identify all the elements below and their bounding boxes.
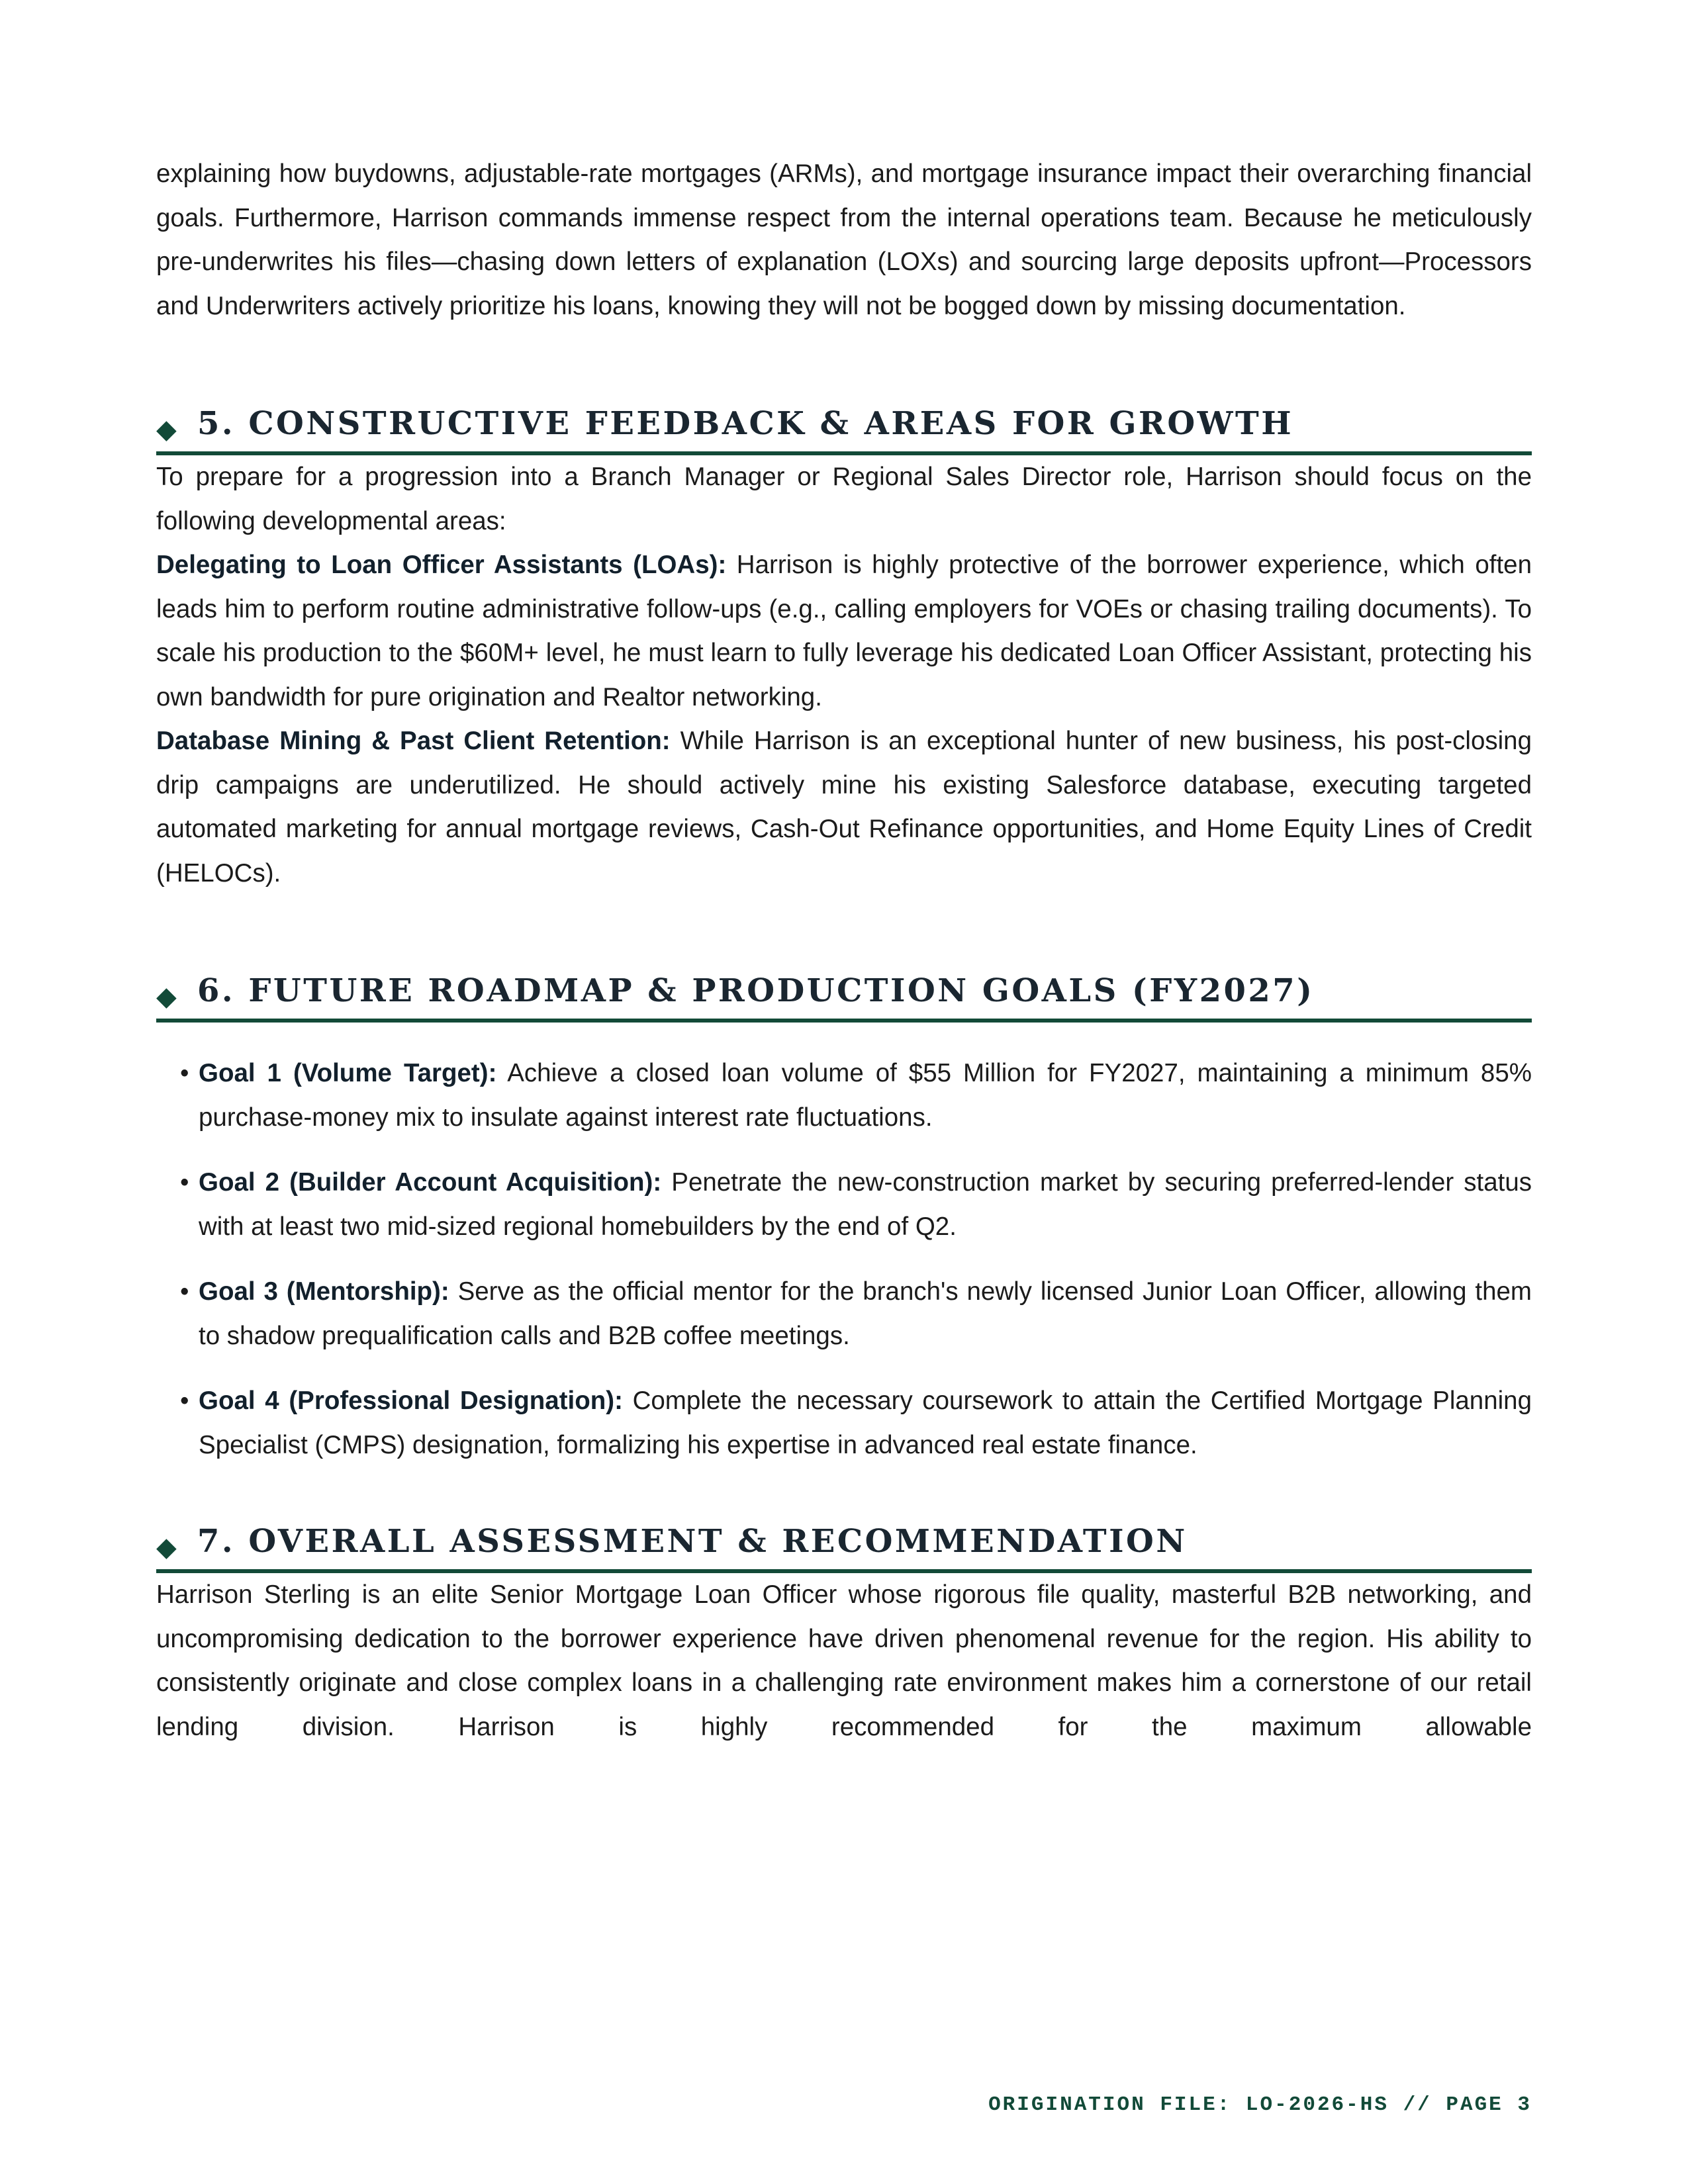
section-5-intro: To prepare for a progression into a Branch Manager or Regional Sales Director role, Harrison should focus on the following developmental areas: [156, 463, 1532, 535]
feedback-item-lead: Delegating to Loan Officer Assistants (LOAs): [156, 551, 727, 579]
feedback-item-text: While Harrison is an exceptional hunter of new business, his post-closing drip campaigns are underutilized. He should actively mine his existing Salesforce database, executing targeted automated marketing for annual mortgage reviews, Cash-Out Refinance opportunities, and Home Equity Lines of Credit (HELOCs). [156, 727, 1532, 887]
diamond-icon: ◆ [156, 1532, 177, 1563]
goal-item [156, 1052, 1532, 1140]
goal-text: Serve as the official mentor for the branch's newly licensed Junior Loan Officer, allowing them to shadow prequalification calls and B2B coffee meetings. [199, 1277, 1532, 1350]
goal-item [156, 1270, 1532, 1358]
goal-lead: Goal 2 (Builder Account Acquisition): [199, 1168, 662, 1197]
section-6-heading [156, 970, 1532, 1023]
goal-lead: Goal 4 (Professional Designation): [199, 1387, 623, 1415]
feedback-item-text: Harrison is highly protective of the borrower experience, which often leads him to perform routine administrative follow-ups (e.g., calling employers for VOEs or chasing trailing documents). To scale his production to the $60M+ level, he must learn to fully leverage his dedicated Loan Officer Assistant, protecting his own bandwidth for pure origination and Realtor networking. [156, 551, 1532, 711]
diamond-icon: ◆ [156, 414, 177, 445]
section-6-title: 6. FUTURE ROADMAP & PRODUCTION GOALS (FY2027) [197, 972, 1315, 1009]
section-7-title: 7. OVERALL ASSESSMENT & RECOMMENDATION [197, 1523, 1188, 1560]
bullet-icon: • [180, 1277, 189, 1306]
goal-text: Penetrate the new-construction market by securing preferred-lender status with at least two mid-sized regional homebuilders by the end of Q2. [199, 1168, 1532, 1241]
page-footer: ORIGINATION FILE: LO-2026-HS // PAGE 3 [988, 2093, 1532, 2116]
section-5-heading [156, 402, 1532, 455]
goal-text: Complete the necessary coursework to attain the Certified Mortgage Planning Specialist (CMPS) designation, formalizing his expertise in advanced real estate finance. [199, 1387, 1532, 1459]
section-5-title: 5. CONSTRUCTIVE FEEDBACK & AREAS FOR GROWTH [197, 405, 1294, 442]
diamond-icon: ◆ [156, 981, 177, 1012]
feedback-item-database [156, 719, 1532, 895]
feedback-item-delegating [156, 543, 1532, 719]
intro-paragraph: explaining how buydowns, adjustable-rate mortgages (ARMs), and mortgage insurance impact their overarching financial goals. Furthermore, Harrison commands immense respect from the internal operations team. Because he meticulously pre-underwrites his files—chasing down letters of explanation (LOXs) and sourcing large deposits upfront—Processors and Underwriters actively prioritize his loans, knowing they will not be bogged down by missing documentation. [156, 159, 1532, 320]
document-page [156, 152, 1532, 1749]
assessment-paragraph: Harrison Sterling is an elite Senior Mortgage Loan Officer whose rigorous file quality, masterful B2B networking, and uncompromising dedication to the borrower experience have driven phenomenal revenue for the region. His ability to consistently originate and close complex loans in a challenging rate environment makes him a cornerstone of our retail lending division. Harrison is highly recommended for the maximum allowable [156, 1580, 1532, 1741]
goal-text: Achieve a closed loan volume of $55 Million for FY2027, maintaining a minimum 85% purchase-money mix to insulate against interest rate fluctuations. [199, 1059, 1532, 1132]
goal-lead: Goal 1 (Volume Target): [199, 1059, 497, 1087]
section-7-heading [156, 1520, 1532, 1573]
goal-item [156, 1161, 1532, 1249]
feedback-item-lead: Database Mining & Past Client Retention: [156, 727, 671, 755]
bullet-icon: • [180, 1387, 189, 1415]
bullet-icon: • [180, 1059, 189, 1087]
goal-item [156, 1379, 1532, 1467]
bullet-icon: • [180, 1168, 189, 1197]
goal-lead: Goal 3 (Mentorship): [199, 1277, 449, 1306]
goals-list [156, 1052, 1532, 1467]
